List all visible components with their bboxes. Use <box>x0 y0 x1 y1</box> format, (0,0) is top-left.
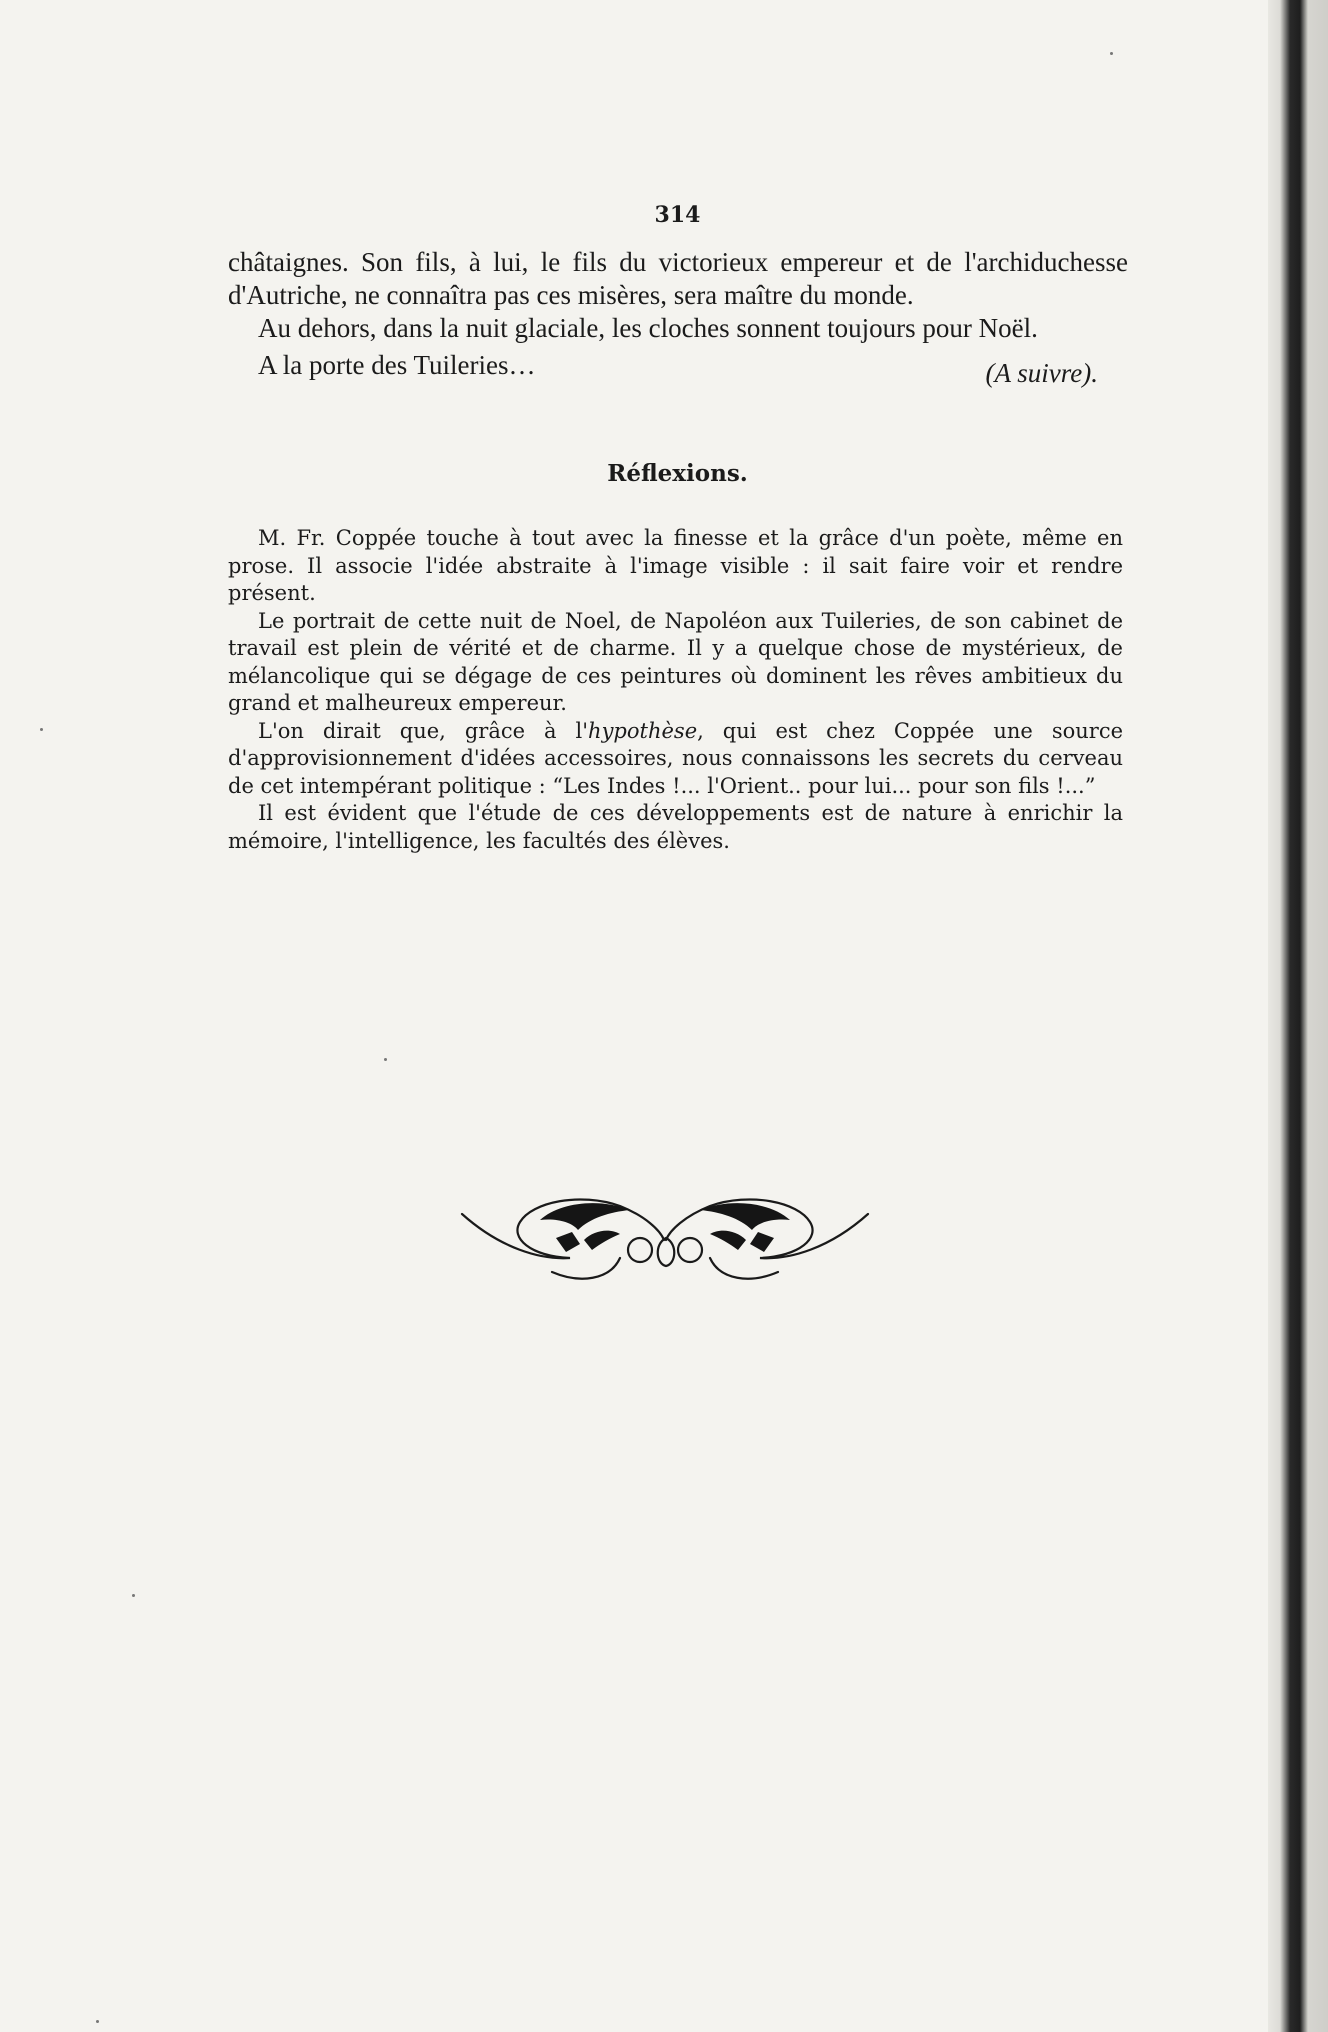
book-gutter <box>1268 0 1328 2032</box>
reflexions-paragraph-1: M. Fr. Coppée touche à tout avec la finesse et la grâce d'un poète, même en prose. Il associe l'idée abstraite à l'image visible : il sait faire voir et rendre présent. <box>228 526 1123 605</box>
page-speck <box>96 2020 99 2023</box>
fleuron-ornament-icon <box>460 1178 870 1298</box>
page-speck <box>132 1594 135 1597</box>
page-speck <box>1110 52 1113 55</box>
page-speck <box>40 728 43 731</box>
reflexions-paragraph-3 <box>228 718 1123 801</box>
page-speck <box>384 1058 387 1061</box>
narrative-paragraph-2: Au dehors, dans la nuit glaciale, les cloches sonnent toujours pour Noël. <box>258 313 1038 343</box>
reflexions-paragraph-3-start: L'on dirait que, grâce à l' <box>258 718 589 743</box>
reflexions-text <box>228 525 1123 855</box>
page-number: 314 <box>654 202 701 228</box>
reflexions-paragraph-3-end: , qui est chez Coppée une source d'approvisionnement d'idées accessoires, nous connaissons les secrets du cerveau de cet intempérant politique : “Les Indes !... l'Orient.. pour lui... pour son fils !...” <box>228 718 1124 798</box>
narrative-paragraph-3: A la porte des Tuileries… <box>258 350 536 380</box>
to-be-continued-note: (A suivre). <box>985 358 1098 388</box>
reflexions-paragraph-2: Le portrait de cette nuit de Noel, de Napoléon aux Tuileries, de son cabinet de travail est plein de vérité et de charme. Il y a quelque chose de mystérieux, de mélancolique qui se dégage de ces peintures où dominent les rêves ambitieux du grand et malheureux empereur. <box>228 608 1123 715</box>
section-heading: Réflexions. <box>607 460 748 487</box>
narrative-paragraph-1: châtaignes. Son fils, à lui, le fils du victorieux empereur et de l'archiduchesse d'Autriche, ne connaîtra pas ces misères, sera maître du monde. <box>228 247 1128 310</box>
hypothese-term: hypothèse <box>588 718 698 743</box>
narrative-text <box>228 246 1128 389</box>
reflexions-paragraph-4: Il est évident que l'étude de ces développements est de nature à enrichir la mémoire, l'intelligence, les facultés des élèves. <box>228 801 1123 853</box>
narrative-closing-line <box>228 349 1128 389</box>
